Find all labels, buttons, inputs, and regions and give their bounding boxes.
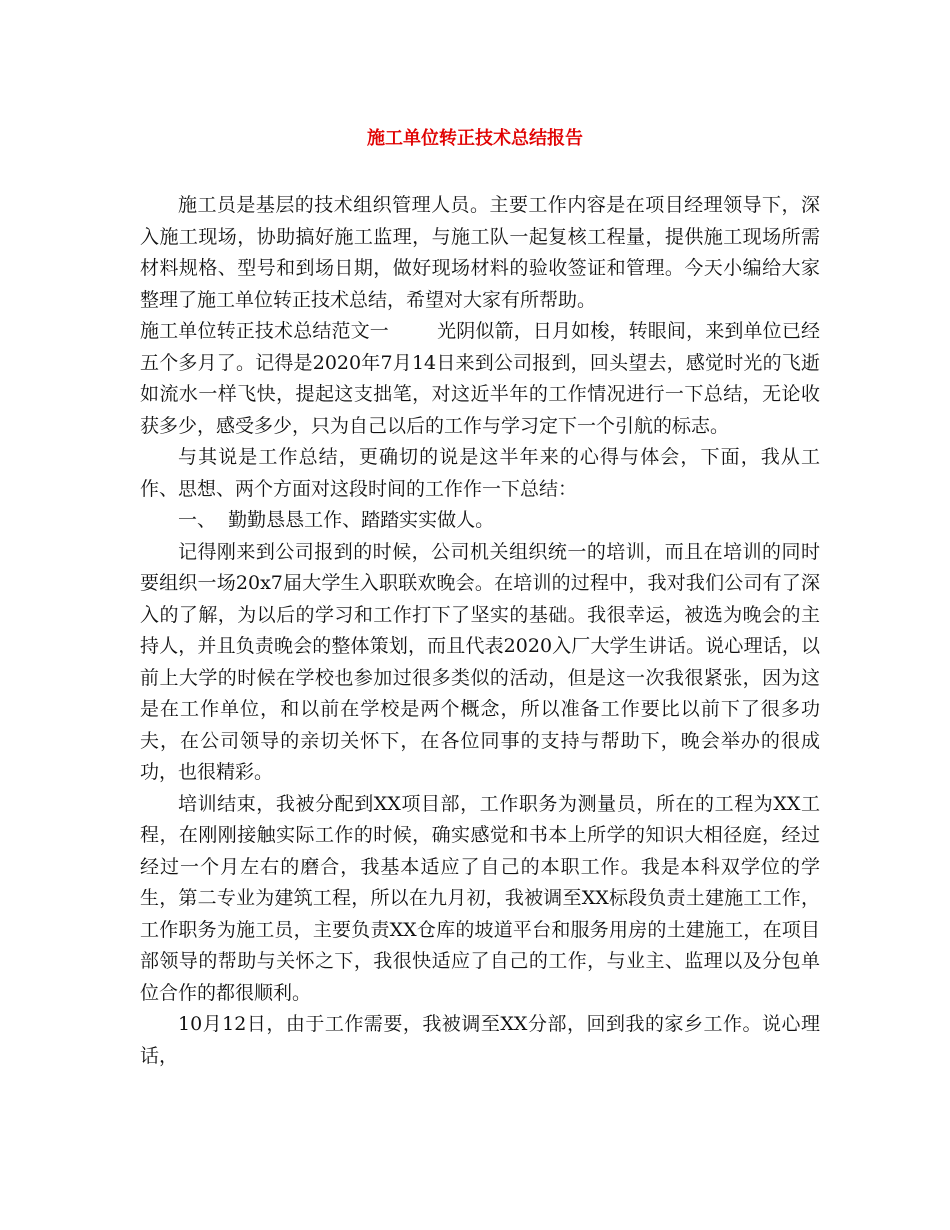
paragraph-essay-start (140, 316, 820, 442)
paragraph-training: 记得刚来到公司报到的时候，公司机关组织统一的培训，而且在培训的同时要组织一场20x7届大学生入职联欢晚会。在培训的过程中，我对我们公司有了深入的了解，为以后的学习和工作打下了坚实的基础。我很幸运，被选为晚会的主持人，并且负责晚会的整体策划，而且代表2020入厂大学生讲话。说心理话，以前上大学的时候在学校也参加过很多类似的活动，但是这一次我很紧张，因为这是在工作单位，和以前在学校是两个概念，所以准备工作要比以前下了很多功夫，在公司领导的亲切关怀下，在各位同事的支持与帮助下，晚会举办的很成功，也很精彩。 (140, 540, 820, 783)
document-title: 施工单位转正技术总结报告 (367, 128, 583, 149)
paragraph-summary-intro: 与其说是工作总结，更确切的说是这半年来的心得与体会，下面，我从工作、思想、两个方面对这段时间的工作作一下总结： (140, 446, 820, 500)
paragraph-essay-text: 光阴似箭，日月如梭，转眼间，来到单位已经五个多月了。记得是2020年7月14日来到公司报到，回头望去，感觉时光的飞逝如流水一样飞快，提起这支拙笔，对这近半年的工作情况进行一下总结，无论收获多少，感受多少，只为自己以后的工作与学习定下一个引航的标志。 (140, 320, 820, 437)
paragraph-transfer: 10月12日，由于工作需要，我被调至XX分部，回到我的家乡工作。说心理话， (140, 1013, 820, 1067)
section-heading: 施工单位转正技术总结范文一 (140, 320, 389, 342)
paragraph-intro: 施工员是基层的技术组织管理人员。主要工作内容是在项目经理领导下，深入施工现场，协助搞好施工监理，与施工队一起复核工程量，提供施工现场所需材料规格、型号和到场日期，做好现场材料的验收签证和管理。今天小编给大家整理了施工单位转正技术总结，希望对大家有所帮助。 (140, 194, 820, 311)
section-one-heading: 一、 勤勤恳恳工作、踏踏实实做人。 (178, 509, 495, 531)
paragraph-assignment: 培训结束，我被分配到XX项目部，工作职务为测量员，所在的工程为XX工程，在刚刚接触实际工作的时候，确实感觉和书本上所学的知识大相径庭，经过经过一个月左右的磨合，我基本适应了自己的本职工作。我是本科双学位的学生，第二专业为建筑工程，所以在九月初，我被调至XX标段负责土建施工工作，工作职务为施工员，主要负责XX仓库的坡道平台和服务用房的土建施工，在项目部领导的帮助与关怀之下，我很快适应了自己的工作，与业主、监理以及分包单位合作的都很顺利。 (140, 792, 820, 1004)
document-body (140, 190, 820, 1072)
